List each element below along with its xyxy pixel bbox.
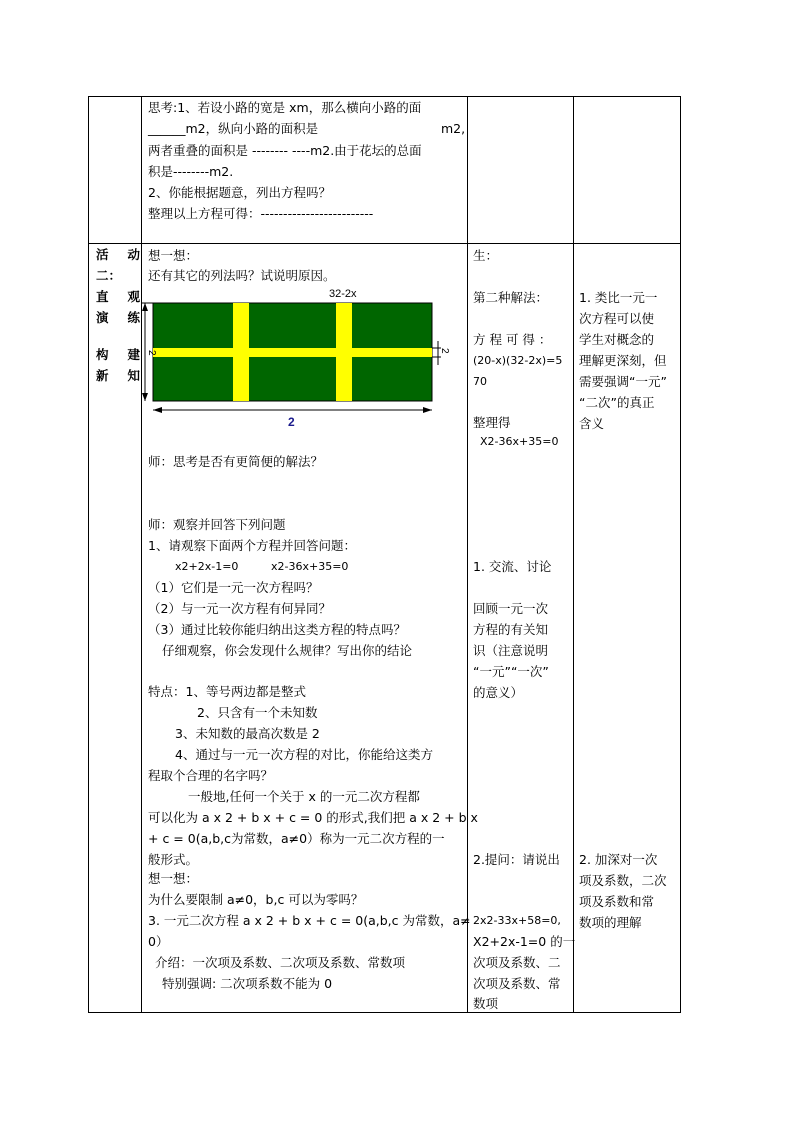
label-char: 新 [96,368,109,383]
label-char: 二： [96,268,122,283]
sub-question-1: （1）它们是一元一次方程吗？ [148,580,319,595]
think2-question: 为什么要限制 a≠0，b,c 可以为零吗？ [148,892,364,907]
teacher-question-1: 师：思考是否有更简便的解法？ [148,454,324,469]
label-char: 演 [96,310,109,325]
student-label: 生： [473,248,499,263]
diagram-left-label: 2 [146,350,157,356]
row1-line1: 思考:1、若设小路的宽是 xm，那么横向小路的面 [148,100,422,115]
arrow-up-icon [142,303,148,311]
question-1: 1、请观察下面两个方程并回答问题： [148,538,356,553]
label-char: 直 [96,289,109,304]
row1-line6: 整理以上方程可得：------------------------- [148,206,374,221]
arrow-down-icon [142,393,148,401]
ask-equation-3: 次项及系数、二 [473,955,561,970]
activity-label [96,244,140,386]
col-divider-1 [141,97,142,1012]
garden-diagram [141,283,461,433]
think-question: 还有其它的列法吗？试说明原因。 [148,268,336,283]
note1-line1: 1. 类比一元一 [579,290,658,305]
general-form-2: 可以化为 a x 2 + b x + c = 0 的形式,我们把 a x 2 + b x [148,810,478,825]
review-line-3: 识（注意说明 [473,643,549,658]
note1-line2: 次方程可以使 [579,311,655,326]
sub-question-3: （3）通过比较你能归纳出这类方程的特点吗？ [148,622,406,637]
stress-text: 特别强调: 二次项系数不能为 0 [162,976,333,991]
note1-line7: 含义 [579,416,605,431]
label-char: 活 [96,247,109,262]
vertical-path-1 [233,303,249,401]
general-form-4: 般形式。 [148,852,199,867]
row1-line3: 两者重叠的面积是 -------- ----m2.由于花坛的总面 [148,143,422,158]
point-3-cont: 0） [148,934,169,949]
note2-line4: 数项的理解 [579,915,642,930]
review-line-2: 方程的有关知 [473,622,549,637]
vertical-path-2 [336,303,352,401]
sub-question-4: 仔细观察，你会发现什么规律？写出你的结论 [162,643,413,658]
point-3: 3. 一元二次方程 a x 2 + b x + c = 0(a,b,c 为常数，a≠ [148,913,471,928]
review-line-4: “一元”“一次” [473,664,549,679]
horizontal-path [153,348,432,357]
label-char: 建 [127,347,140,362]
ask-equation-2: X2+2x-1=0 的一 [473,934,576,949]
col-divider-3 [573,97,574,1012]
label-char: 构 [96,347,109,362]
row-divider [89,243,680,244]
arrow-right-icon [423,407,432,413]
row1-line4: 积是--------m2. [148,164,234,179]
label-char: 知 [127,368,140,383]
general-form-3: + c = 0(a,b,c为常数，a≠0）称为一元二次方程的一 [148,831,445,846]
label-char: 练 [127,310,140,325]
row1-line2a: ______m2，纵向小路的面积是 [148,121,319,136]
tidy-equation: X2-36x+35=0 [480,435,559,448]
ask-equation-5: 数项 [473,996,499,1011]
ask-equation-1: 2x2-33x+58=0, [473,914,561,927]
feature-4: 4、通过与一元一次方程的对比，你能给这类方 [175,747,433,762]
diagram-bottom-label: 2 [288,415,295,429]
sub-question-2: （2）与一元一次方程有何异同？ [148,601,331,616]
feature-2: 2、只含有一个未知数 [197,705,318,720]
teacher-question-2: 师：观察并回答下列问题 [148,517,286,532]
general-form-1: 一般地,任何一个关于 x 的一元二次方程都 [188,789,420,804]
tidy-label: 整理得 [473,415,511,430]
note2-line2: 项及系数，二次 [579,873,667,888]
intro-text: 介绍：一次项及系数、二次项及系数、常数项 [155,955,406,970]
arrow-left-icon [153,407,162,413]
note1-line4: 理解更深刻，但 [579,353,667,368]
note1-line3: 学生对概念的 [579,332,655,347]
diagram-right-label: 2 [439,348,450,354]
feature-1: 特点：1、等号两边都是整式 [148,684,306,699]
equation-b: x2-36x+35=0 [271,560,349,573]
method2-label: 第二种解法： [473,290,549,305]
think2-title: 想一想： [148,871,199,886]
ask-label: 2.提问：请说出 [473,852,560,867]
note2-line3: 项及系数和常 [579,894,655,909]
row1-line5: 2、你能根据题意，列出方程吗？ [148,185,331,200]
diagram-top-label: 32-2x [329,288,357,300]
label-char: 观 [127,289,140,304]
equation-formula-cont: 70 [473,375,487,388]
label-char: 动 [127,247,140,262]
note1-line6: “二次”的真正 [579,395,655,410]
discussion-label: 1. 交流、讨论 [473,559,552,574]
col-divider-2 [467,97,468,1012]
note2-line1: 2. 加深对一次 [579,852,658,867]
lesson-table [88,96,681,1013]
row1-line2b: m2, [441,121,466,136]
equation-get: 方 程 可 得 ： [473,332,552,347]
think-title: 想一想： [148,248,199,263]
feature-4-cont: 程取个合理的名字吗？ [148,768,274,783]
equation-a: x2+2x-1=0 [175,560,239,573]
ask-equation-4: 次项及系数、常 [473,976,561,991]
review-line-5: 的意义） [473,685,524,700]
feature-3: 3、未知数的最高次数是 2 [175,726,320,741]
note1-line5: 需要强调“一元” [579,374,667,389]
review-line-1: 回顾一元一次 [473,601,549,616]
equation-formula: (20-x)(32-2x)=5 [473,354,563,367]
